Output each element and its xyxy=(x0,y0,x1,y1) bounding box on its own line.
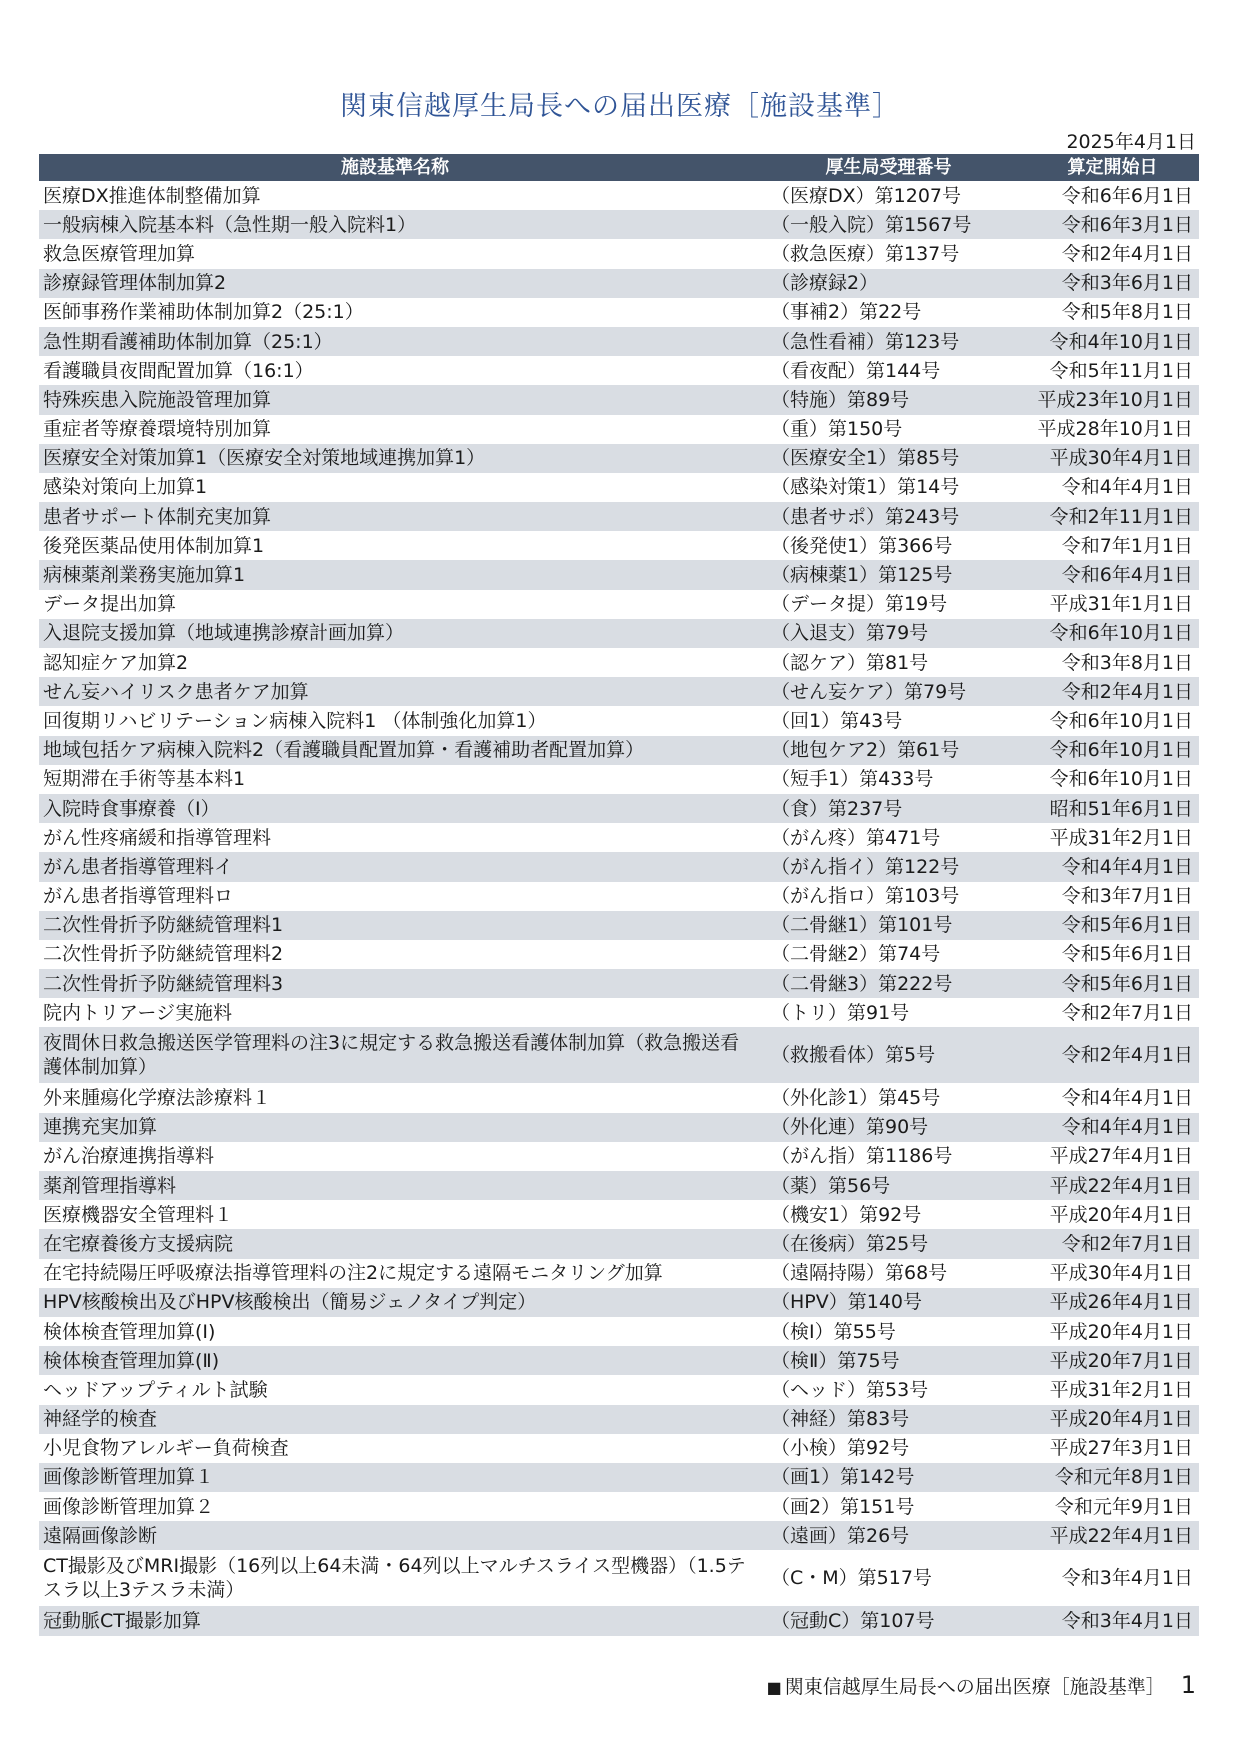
table-row xyxy=(39,1492,1199,1521)
cell-number: （二骨継2）第74号 xyxy=(771,943,941,966)
cell-start-date: 平成27年4月1日 xyxy=(1049,1145,1193,1168)
cell-number: （食）第237号 xyxy=(751,794,1026,823)
cell-start-date: 平成22年4月1日 xyxy=(1026,1171,1199,1200)
cell-number: （患者サポ）第243号 xyxy=(751,502,1026,531)
header-number: 厚生局受理番号 xyxy=(751,154,1026,181)
cell-name: がん患者指導管理料イ xyxy=(39,852,751,881)
table-row xyxy=(39,765,1199,794)
cell-start-date: 令和4年4月1日 xyxy=(1061,1087,1193,1110)
table-row xyxy=(39,444,1199,473)
cell-name: 画像診断管理加算１ xyxy=(39,1463,751,1492)
cell-number: （地包ケア2）第61号 xyxy=(751,736,1026,765)
square-marker-icon: ■ xyxy=(766,1678,782,1697)
cell-number: （重）第150号 xyxy=(771,418,903,441)
cell-number: （がん疼）第471号 xyxy=(771,826,941,849)
cell-name: 小児食物アレルギー負荷検査 xyxy=(43,1437,289,1460)
cell-name: 医療機器安全管理料１ xyxy=(43,1203,234,1226)
cell-number: （遠隔持陽）第68号 xyxy=(771,1262,948,1285)
cell-name: 夜間休日救急搬送医学管理料の注3に規定する救急搬送看護体制加算（救急搬送看護体制加算） xyxy=(39,1027,751,1083)
table-row xyxy=(39,823,1199,852)
cell-start-date: 令和6年4月1日 xyxy=(1026,560,1199,589)
cell-name: 冠動脈CT撮影加算 xyxy=(39,1606,751,1635)
cell-start-date: 令和3年6月1日 xyxy=(1026,269,1199,298)
table-row xyxy=(39,1288,1199,1317)
cell-name: 後発医薬品使用体制加算1 xyxy=(43,534,265,557)
cell-number: （データ提）第19号 xyxy=(771,593,948,616)
table-row xyxy=(39,706,1199,735)
cell-name: 院内トリアージ実施料 xyxy=(43,1001,233,1024)
table-row xyxy=(39,1259,1199,1288)
cell-start-date: 令和3年4月1日 xyxy=(1061,1567,1193,1590)
cell-name: 診療録管理体制加算2 xyxy=(39,269,751,298)
cell-start-date: 令和5年6月1日 xyxy=(1061,943,1193,966)
cell-name: 医療安全対策加算1（医療安全対策地域連携加算1） xyxy=(39,444,751,473)
cell-number: （一般入院）第1567号 xyxy=(751,210,1026,239)
cell-name: 在宅療養後方支援病院 xyxy=(39,1229,751,1258)
table-row xyxy=(39,1171,1199,1200)
document-date: 2025年4月1日 xyxy=(1066,131,1196,153)
cell-name: ヘッドアップティルト試験 xyxy=(43,1378,268,1401)
facility-standards-table xyxy=(39,154,1199,1636)
cell-start-date: 令和6年10月1日 xyxy=(1049,709,1193,732)
cell-number: （特施）第89号 xyxy=(751,385,1026,414)
cell-number: （病棟薬1）第125号 xyxy=(751,560,1026,589)
cell-number: （在後病）第25号 xyxy=(751,1229,1026,1258)
cell-start-date: 令和4年4月1日 xyxy=(1026,852,1199,881)
page-footer xyxy=(767,1671,1196,1699)
table-row xyxy=(39,998,1199,1027)
cell-name: データ提出加算 xyxy=(43,593,177,616)
cell-start-date: 昭和51年6月1日 xyxy=(1026,794,1199,823)
cell-name: 救急医療管理加算 xyxy=(43,242,196,265)
cell-start-date: 令和7年1月1日 xyxy=(1061,534,1193,557)
cell-number: （二骨継1）第101号 xyxy=(751,911,1026,940)
cell-start-date: 令和2年4月1日 xyxy=(1026,677,1199,706)
table-row xyxy=(39,327,1199,356)
cell-name: HPV核酸検出及びHPV核酸検出（簡易ジェノタイプ判定） xyxy=(39,1288,751,1317)
cell-name: がん治療連携指導料 xyxy=(43,1145,215,1168)
cell-name: 検体検査管理加算(Ⅰ) xyxy=(43,1320,216,1343)
table-row xyxy=(39,619,1199,648)
table-row xyxy=(39,356,1199,385)
cell-name: 地域包括ケア病棟入院料2（看護職員配置加算・看護補助者配置加算） xyxy=(39,736,751,765)
table-row xyxy=(39,648,1199,677)
cell-name: 二次性骨折予防継続管理料2 xyxy=(43,943,284,966)
cell-start-date: 平成20年4月1日 xyxy=(1049,1203,1193,1226)
header-name: 施設基準名称 xyxy=(39,154,751,181)
table-row xyxy=(39,882,1199,911)
table-row xyxy=(39,677,1199,706)
cell-number: （がん指イ）第122号 xyxy=(751,852,1026,881)
footer-title xyxy=(767,1672,1165,1699)
table-row xyxy=(39,590,1199,619)
cell-start-date: 令和3年4月1日 xyxy=(1026,1606,1199,1635)
cell-name: 患者サポート体制充実加算 xyxy=(39,502,751,531)
cell-start-date: 令和3年7月1日 xyxy=(1061,885,1193,908)
table-row xyxy=(39,1346,1199,1375)
cell-name: 薬剤管理指導料 xyxy=(39,1171,751,1200)
table-row xyxy=(39,1317,1199,1346)
table-row xyxy=(39,1375,1199,1404)
cell-start-date: 平成20年4月1日 xyxy=(1049,1320,1193,1343)
cell-number: （救急医療）第137号 xyxy=(771,242,960,265)
cell-start-date: 平成27年3月1日 xyxy=(1049,1437,1193,1460)
cell-start-date: 令和2年4月1日 xyxy=(1061,242,1193,265)
cell-name: 在宅持続陽圧呼吸療法指導管理料の注2に規定する遠隔モニタリング加算 xyxy=(43,1262,663,1285)
table-row xyxy=(39,1142,1199,1171)
cell-number: （神経）第83号 xyxy=(751,1405,1026,1434)
cell-name: 二次性骨折予防継続管理料1 xyxy=(39,911,751,940)
cell-start-date: 令和元年8月1日 xyxy=(1026,1463,1199,1492)
cell-name: 回復期リハビリテーション病棟入院料1 （体制強化加算1） xyxy=(43,709,547,732)
cell-number: （外化診1）第45号 xyxy=(771,1087,941,1110)
cell-start-date: 平成22年4月1日 xyxy=(1026,1521,1199,1550)
table-row xyxy=(39,969,1199,998)
table-row xyxy=(39,1083,1199,1112)
cell-number: （遠画）第26号 xyxy=(751,1521,1026,1550)
table-row xyxy=(39,1434,1199,1463)
table-row xyxy=(39,1200,1199,1229)
cell-number: （C・M）第517号 xyxy=(771,1567,932,1590)
cell-number: （感染対策1）第14号 xyxy=(771,476,960,499)
cell-name: 遠隔画像診断 xyxy=(39,1521,751,1550)
cell-name: 感染対策向上加算1 xyxy=(43,476,208,499)
table-row xyxy=(39,940,1199,969)
table-row xyxy=(39,852,1199,881)
cell-start-date: 平成20年4月1日 xyxy=(1026,1405,1199,1434)
cell-start-date: 令和2年7月1日 xyxy=(1026,1229,1199,1258)
table-row xyxy=(39,473,1199,502)
cell-start-date: 令和5年6月1日 xyxy=(1026,911,1199,940)
cell-number: （せん妄ケア）第79号 xyxy=(751,677,1026,706)
cell-start-date: 令和6年10月1日 xyxy=(1049,768,1193,791)
cell-number: （認ケア）第81号 xyxy=(771,651,929,674)
cell-number: （事補2）第22号 xyxy=(771,301,922,324)
cell-start-date: 令和2年11月1日 xyxy=(1026,502,1199,531)
cell-name: 検体検査管理加算(Ⅱ) xyxy=(39,1346,751,1375)
table-row xyxy=(39,239,1199,268)
cell-number: （医療安全1）第85号 xyxy=(751,444,1026,473)
cell-name: 看護職員夜間配置加算（16:1） xyxy=(43,359,314,382)
cell-start-date: 平成31年1月1日 xyxy=(1049,593,1193,616)
cell-number: （回1）第43号 xyxy=(771,709,903,732)
table-row xyxy=(39,1606,1199,1635)
cell-name: 神経学的検査 xyxy=(39,1405,751,1434)
cell-number: （二骨継3）第222号 xyxy=(751,969,1026,998)
table-row xyxy=(39,1405,1199,1434)
cell-name: 認知症ケア加算2 xyxy=(43,651,189,674)
cell-name: がん患者指導管理料ロ xyxy=(43,885,234,908)
table-row xyxy=(39,210,1199,239)
cell-start-date: 令和元年9月1日 xyxy=(1054,1495,1193,1518)
cell-number: （診療録2） xyxy=(751,269,1026,298)
table-row xyxy=(39,1027,1199,1083)
cell-number: （急性看補）第123号 xyxy=(751,327,1026,356)
cell-number: （がん指ロ）第103号 xyxy=(771,885,960,908)
cell-number: （検Ⅰ）第55号 xyxy=(771,1320,896,1343)
cell-number: （検Ⅱ）第75号 xyxy=(751,1346,1026,1375)
cell-start-date: 平成26年4月1日 xyxy=(1026,1288,1199,1317)
table-row xyxy=(39,1463,1199,1492)
cell-name: 二次性骨折予防継続管理料3 xyxy=(39,969,751,998)
cell-name: 一般病棟入院基本料（急性期一般入院料1） xyxy=(39,210,751,239)
cell-number: （看夜配）第144号 xyxy=(771,359,941,382)
cell-start-date: 令和4年4月1日 xyxy=(1061,476,1193,499)
cell-name: CT撮影及びMRI撮影（16列以上64未満・64列以上マルチスライス型機器）（1.5テスラ以上3テスラ未満） xyxy=(43,1555,746,1602)
cell-number: （薬）第56号 xyxy=(751,1171,1026,1200)
table-row xyxy=(39,736,1199,765)
cell-name: 病棟薬剤業務実施加算1 xyxy=(39,560,751,589)
cell-start-date: 令和6年10月1日 xyxy=(1026,619,1199,648)
cell-name: 画像診断管理加算２ xyxy=(43,1495,215,1518)
table-row xyxy=(39,1521,1199,1550)
cell-start-date: 平成30年4月1日 xyxy=(1026,444,1199,473)
table-row xyxy=(39,298,1199,327)
cell-name: 短期滞在手術等基本料1 xyxy=(43,768,246,791)
cell-name: 外来腫瘍化学療法診療料１ xyxy=(43,1087,272,1110)
cell-name: 重症者等療養環境特別加算 xyxy=(43,418,272,441)
table-row xyxy=(39,1113,1199,1142)
table-row xyxy=(39,560,1199,589)
table-row xyxy=(39,385,1199,414)
cell-name: 医師事務作業補助体制加算2（25:1） xyxy=(43,301,364,324)
cell-start-date: 令和5年11月1日 xyxy=(1049,359,1193,382)
cell-number: （入退支）第79号 xyxy=(751,619,1026,648)
table-row xyxy=(39,415,1199,444)
cell-start-date: 令和5年6月1日 xyxy=(1026,969,1199,998)
cell-number: （小検）第92号 xyxy=(771,1437,910,1460)
cell-number: （画2）第151号 xyxy=(771,1495,915,1518)
cell-number: （HPV）第140号 xyxy=(751,1288,1026,1317)
cell-start-date: 令和3年8月1日 xyxy=(1061,651,1193,674)
cell-start-date: 令和5年8月1日 xyxy=(1061,301,1193,324)
cell-number: （医療DX）第1207号 xyxy=(771,184,962,207)
cell-number: （後発使1）第366号 xyxy=(771,534,953,557)
cell-name: 医療DX推進体制整備加算 xyxy=(43,184,261,207)
cell-start-date: 平成30年4月1日 xyxy=(1049,1262,1193,1285)
cell-start-date: 平成23年10月1日 xyxy=(1026,385,1199,414)
cell-number: （短手1）第433号 xyxy=(771,768,934,791)
cell-start-date: 令和6年3月1日 xyxy=(1026,210,1199,239)
table-row xyxy=(39,531,1199,560)
table-body xyxy=(39,181,1199,1636)
footer-text: 関東信越厚生局長への届出医療［施設基準］ xyxy=(784,1676,1165,1698)
cell-name: がん性疼痛緩和指導管理料 xyxy=(43,826,272,849)
cell-start-date: 令和6年10月1日 xyxy=(1026,736,1199,765)
cell-name: 急性期看護補助体制加算（25:1） xyxy=(39,327,751,356)
cell-name: 入退院支援加算（地域連携診療計画加算） xyxy=(39,619,751,648)
cell-number: （冠動C）第107号 xyxy=(751,1606,1026,1635)
cell-start-date: 平成31年2月1日 xyxy=(1049,1378,1193,1401)
cell-start-date: 令和2年4月1日 xyxy=(1026,1027,1199,1083)
header-start-date: 算定開始日 xyxy=(1026,154,1199,181)
cell-number: （画1）第142号 xyxy=(751,1463,1026,1492)
table-row xyxy=(39,1229,1199,1258)
table-row xyxy=(39,794,1199,823)
cell-name: 連携充実加算 xyxy=(39,1113,751,1142)
cell-start-date: 令和6年6月1日 xyxy=(1061,184,1193,207)
cell-name: 入院時食事療養（Ⅰ） xyxy=(39,794,751,823)
cell-number: （トリ）第91号 xyxy=(771,1001,910,1024)
cell-start-date: 令和4年10月1日 xyxy=(1026,327,1199,356)
table-row xyxy=(39,502,1199,531)
cell-start-date: 平成31年2月1日 xyxy=(1049,826,1193,849)
page-number: 1 xyxy=(1180,1671,1196,1699)
cell-number: （救搬看体）第5号 xyxy=(751,1027,1026,1083)
cell-number: （がん指）第1186号 xyxy=(771,1145,953,1168)
cell-name: 特殊疾患入院施設管理加算 xyxy=(39,385,751,414)
table-row xyxy=(39,1550,1199,1606)
table-row xyxy=(39,181,1199,210)
table-row xyxy=(39,911,1199,940)
cell-start-date: 令和2年7月1日 xyxy=(1061,1001,1193,1024)
cell-number: （機安1）第92号 xyxy=(771,1203,922,1226)
cell-start-date: 平成28年10月1日 xyxy=(1037,418,1193,441)
cell-start-date: 平成20年7月1日 xyxy=(1026,1346,1199,1375)
cell-number: （外化連）第90号 xyxy=(751,1113,1026,1142)
cell-name: せん妄ハイリスク患者ケア加算 xyxy=(39,677,751,706)
table-header-row xyxy=(39,154,1199,181)
table-row xyxy=(39,269,1199,298)
cell-start-date: 令和4年4月1日 xyxy=(1026,1113,1199,1142)
cell-number: （ヘッド）第53号 xyxy=(771,1378,929,1401)
page-title: 関東信越厚生局長への届出医療［施設基準］ xyxy=(340,91,900,122)
